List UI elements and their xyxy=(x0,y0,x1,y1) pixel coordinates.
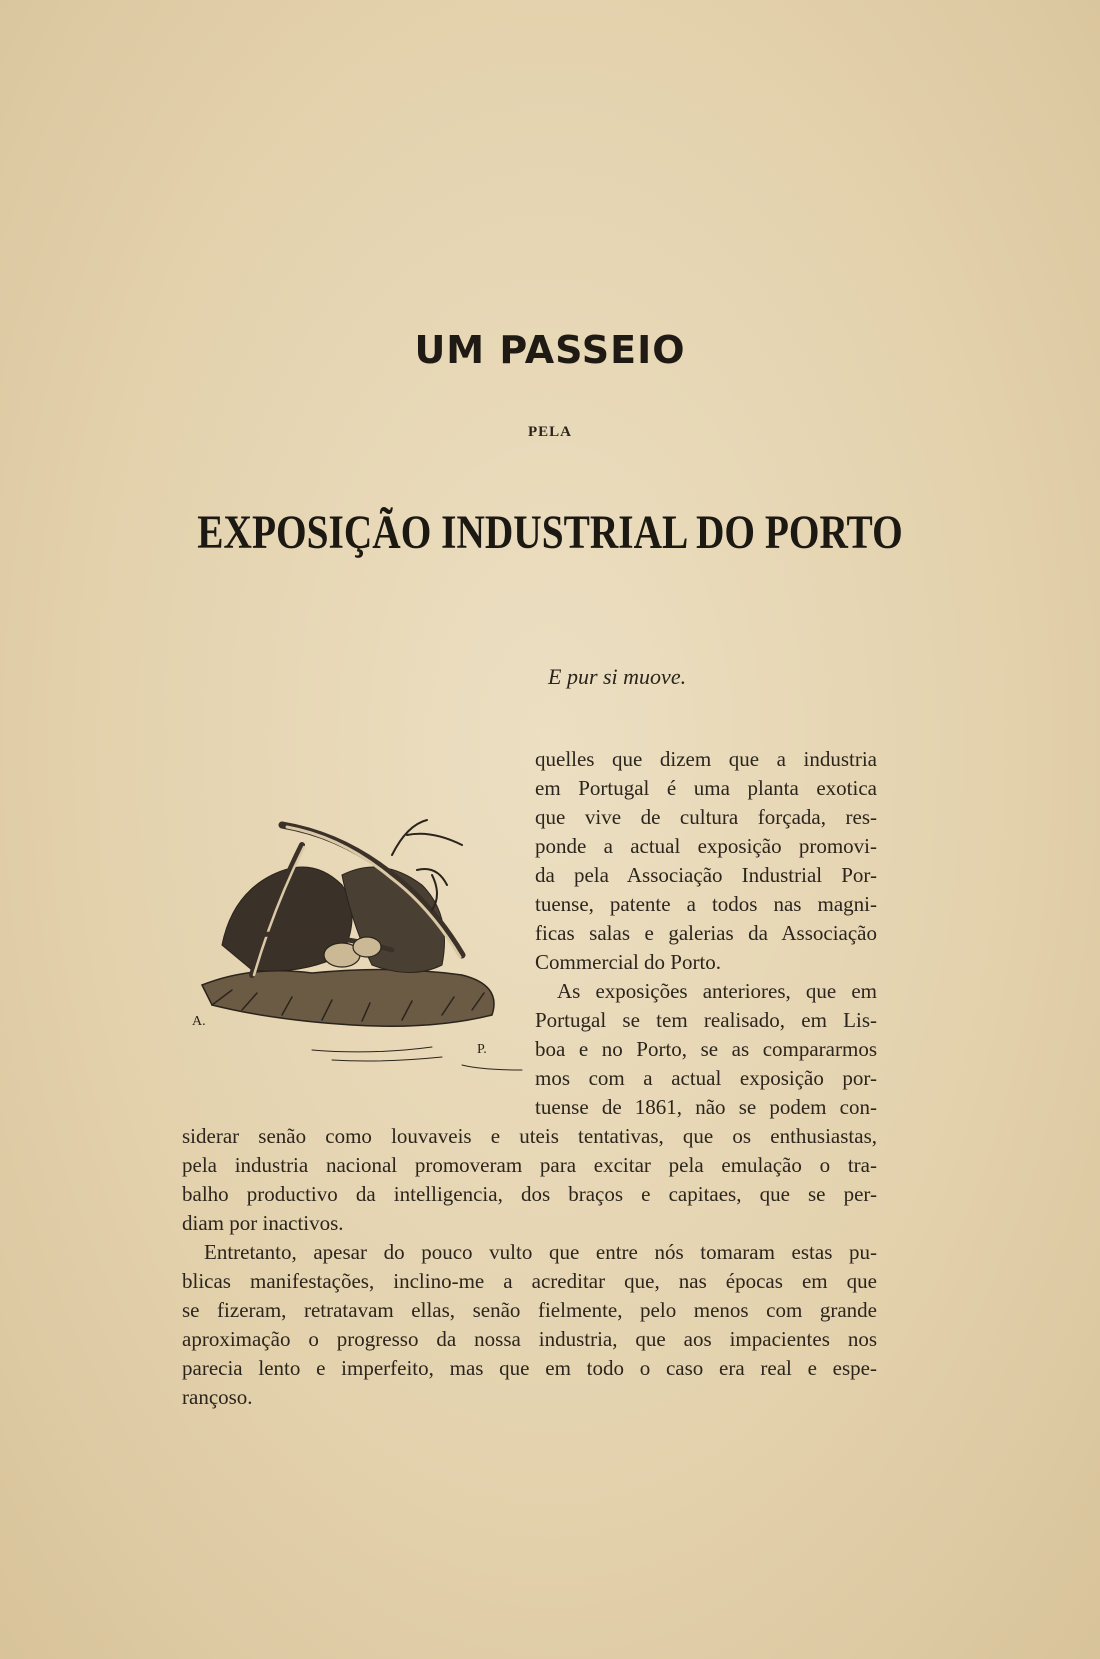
text-line: em Portugal é uma planta exotica xyxy=(535,776,877,800)
signature-left: A. xyxy=(192,1014,206,1029)
text-line: Entretanto, apesar do pouco vulto que entre nós tomaram estas pu- xyxy=(204,1240,877,1264)
text-line: boa e no Porto, se as compararmos xyxy=(535,1037,877,1061)
paragraph-3 xyxy=(182,1238,877,1412)
text-line: se fizeram, retratavam ellas, senão fielmente, pelo menos com grande xyxy=(182,1298,877,1322)
paragraph-1 xyxy=(535,745,877,977)
text-line: Portugal se tem realisado, em Lis- xyxy=(535,1008,877,1032)
text-line: ficas salas e galerias da Associação xyxy=(535,921,877,945)
text-line: que vive de cultura forçada, res- xyxy=(535,805,877,829)
text-line: balho productivo da intelligencia, dos braços e capitaes, que se per- xyxy=(182,1182,877,1206)
main-heading: EXPOSIÇÃO INDUSTRIAL DO PORTO xyxy=(197,506,903,559)
epigraph: E pur si muove. xyxy=(548,664,687,689)
text-line: As exposições anteriores, que em xyxy=(557,979,877,1003)
text-line: quelles que dizem que a industria xyxy=(535,747,877,771)
signature-right: P. xyxy=(477,1042,487,1057)
text-line: da pela Associação Industrial Por- xyxy=(535,863,877,887)
paragraph-2-wide xyxy=(182,1122,877,1238)
paragraph-2-narrow xyxy=(535,977,877,1122)
text-line: rançoso. xyxy=(182,1385,253,1409)
text-line: diam por inactivos. xyxy=(182,1211,344,1235)
page-title: UM PASSEIO xyxy=(414,328,686,372)
text-line: mos com a actual exposição por- xyxy=(535,1066,877,1090)
text-line: pela industria nacional promoveram para excitar pela emulação o tra- xyxy=(182,1153,877,1177)
article-body xyxy=(182,745,877,1412)
text-line: aproximação o progresso da nossa industria, que aos impacientes nos xyxy=(182,1327,877,1351)
text-line: Commercial do Porto. xyxy=(535,950,722,974)
text-line: blicas manifestações, inclino-me a acreditar que, nas épocas em que xyxy=(182,1269,877,1293)
text-line: tuense de 1861, não se podem con- xyxy=(535,1095,877,1119)
text-line: tuense, patente a todos nas magni- xyxy=(535,892,877,916)
text-line: ponde a actual exposição promovi- xyxy=(535,834,877,858)
text-line: parecia lento e imperfeito, mas que em todo o caso era real e espe- xyxy=(182,1356,877,1380)
text-line: siderar senão como louvaveis e uteis tentativas, que os enthusiastas, xyxy=(182,1124,877,1148)
subtitle: PELA xyxy=(527,424,572,440)
